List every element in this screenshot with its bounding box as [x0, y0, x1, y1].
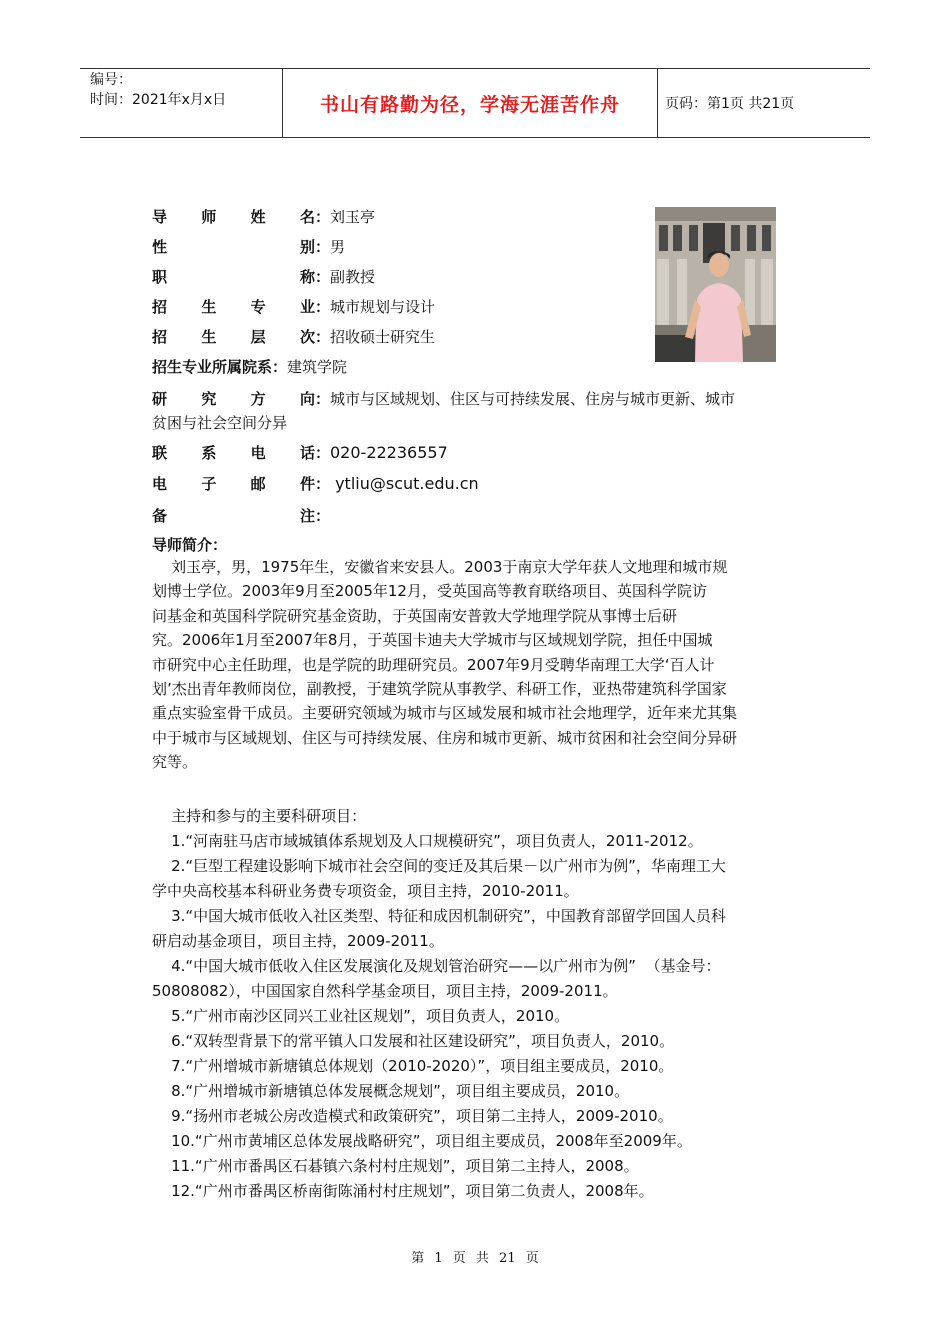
document-time: 时间：2021年x月x日: [90, 92, 227, 108]
page-footer: 第 1 页 共 21 页: [411, 1251, 539, 1266]
phone-value: 020-22236557: [330, 443, 448, 462]
gender-label: 性 别：: [152, 238, 330, 256]
name-label: 导 师 姓 名：: [152, 208, 330, 226]
major-row: [152, 296, 435, 317]
bio-heading: 导师简介：: [152, 536, 228, 554]
email-label: 电 子 邮 件：: [152, 475, 330, 493]
advisor-photo: [655, 207, 776, 362]
project-item-line: 50808082），中国国家自然科学基金项目，项目主持，2009-2011。: [152, 982, 618, 1000]
major-value: 城市规划与设计: [330, 298, 436, 316]
research-value-line2: 贫困与社会空间分异: [152, 414, 288, 432]
email-row: [152, 473, 479, 494]
document-number: 编号：: [90, 72, 132, 88]
dept-value: 建筑学院: [287, 358, 348, 376]
bio-line: 究。2006年1月至2007年8月，于英国卡迪夫大学城市与区域规划学院，担任中国城: [152, 631, 713, 650]
bio-line: 划博士学位。2003年9月至2005年12月，受英国高等教育联络项目、英国科学院访: [152, 582, 707, 601]
project-item-line: 6.“双转型背景下的常平镇人口发展和社区建设研究”，项目负责人，2010。: [152, 1032, 675, 1050]
level-label: 招 生 层 次：: [152, 328, 330, 346]
project-item-line: 10.“广州市黄埔区总体发展战略研究”，项目组主要成员，2008年至2009年。: [152, 1132, 692, 1150]
research-label: 研 究 方 向：: [152, 390, 330, 408]
gender-row: [152, 236, 345, 257]
project-item-line: 12.“广州市番禺区桥南街陈涌村村庄规划”，项目第二负责人，2008年。: [152, 1182, 654, 1200]
title-label: 职 称：: [152, 268, 330, 286]
bio-line: 问基金和英国科学院研究基金资助，于英国南安普敦大学地理学院从事博士后研: [152, 606, 678, 625]
project-item-line: 4.“中国大城市低收入住区发展演化及规划管治研究——以广州市为例” （基金号：: [152, 957, 721, 975]
bio-line: 中于城市与区域规划、住区与可持续发展、住房和城市更新、城市贫困和社会空间分异研: [152, 728, 738, 747]
bio-line: 划’杰出青年教师岗位，副教授，于建筑学院从事教学、科研工作，亚热带建筑科学国家: [152, 680, 727, 698]
email-value[interactable]: ytliu@scut.edu.cn: [330, 474, 479, 493]
project-item-line: 7.“广州增城市新塘镇总体规划（2010-2020）”，项目组主要成员，2010。: [152, 1057, 674, 1075]
project-item-line: 9.“扬州市老城公房改造模式和政策研究”，项目第二主持人，2009-2010。: [152, 1107, 673, 1125]
title-row: [152, 266, 375, 287]
major-label: 招 生 专 业：: [152, 298, 330, 316]
phone-label: 联 系 电 话：: [152, 444, 330, 462]
title-value: 副教授: [330, 268, 376, 286]
project-item-line: 2.“巨型工程建设影响下城市社会空间的变迁及其后果－以广州市为例”，华南理工大: [152, 857, 726, 875]
page-header: [80, 68, 870, 138]
header-page-info: 页码：第1页 共21页: [665, 96, 795, 112]
research-row: [152, 388, 735, 409]
bio-line: 究等。: [152, 753, 198, 772]
note-row: [152, 505, 330, 526]
research-value-line1: 城市与区域规划、住区与可持续发展、住房与城市更新、城市: [330, 390, 736, 408]
level-value: 招收硕士研究生: [330, 328, 436, 346]
name-row: [152, 206, 375, 227]
bio-line: 重点实验室骨干成员。主要研究领域为城市与区域发展和城市社会地理学，近年来尤其集: [152, 704, 738, 723]
project-item-line: 1.“河南驻马店市域城镇体系规划及人口规模研究”，项目负责人，2011-2012。: [152, 832, 703, 850]
advisor-photo-image: [655, 207, 776, 362]
bio-line: 刘玉亭，男，1975年生，安徽省来安县人。2003于南京大学年获人文地理和城市规: [152, 558, 728, 576]
gender-value: 男: [330, 238, 346, 256]
bio-line: 市研究中心主任助理，也是学院的助理研究员。2007年9月受聘华南理工大学‘百人计: [152, 655, 715, 674]
project-item-line: 5.“广州市南沙区同兴工业社区规划”，项目负责人，2010。: [152, 1007, 570, 1025]
phone-row: [152, 442, 448, 463]
level-row: [152, 326, 435, 347]
project-item-line: 研启动基金项目，项目主持，2009-2011。: [152, 932, 444, 950]
header-meta: [80, 69, 283, 137]
project-item-line: 3.“中国大城市低收入社区类型、特征和成因机制研究”，中国教育部留学回国人员科: [152, 907, 726, 925]
project-item-line: 8.“广州增城市新塘镇总体发展概念规划”，项目组主要成员，2010。: [152, 1082, 630, 1100]
header-motto: 书山有路勤为径，学海无涯苦作舟: [283, 69, 658, 137]
dept-label: 招生专业所属院系：: [152, 358, 288, 376]
projects-heading: 主持和参与的主要科研项目：: [152, 807, 367, 825]
project-item-line: 学中央高校基本科研业务费专项资金，项目主持，2010-2011。: [152, 882, 579, 900]
dept-row: [152, 356, 347, 377]
note-label: 备 注：: [152, 507, 330, 525]
name-value: 刘玉亭: [330, 208, 376, 226]
project-item-line: 11.“广州市番禺区石碁镇六条村村庄规划”，项目第二主持人，2008。: [152, 1157, 639, 1175]
